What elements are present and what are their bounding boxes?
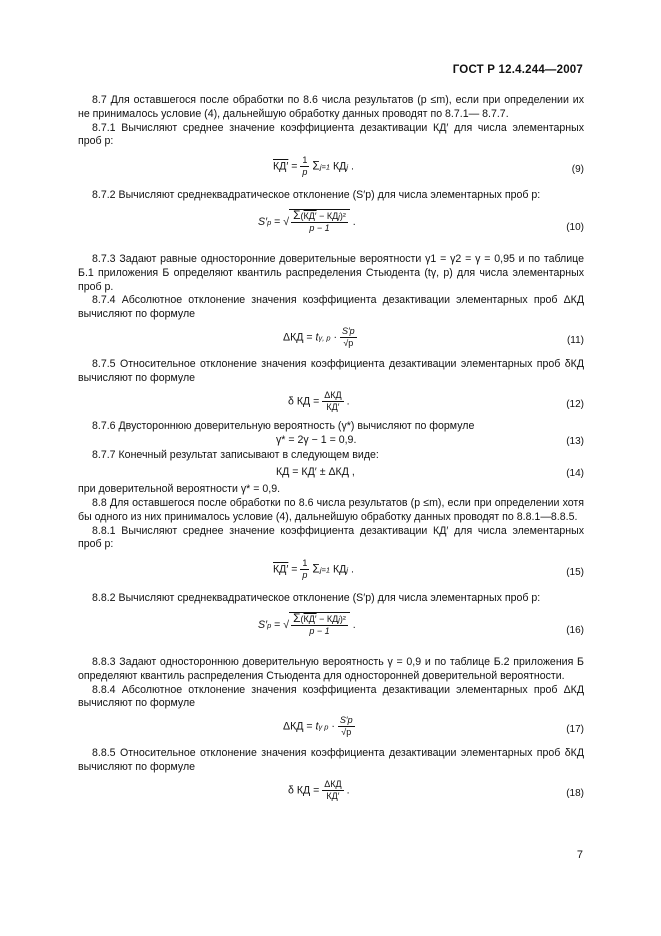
- para-8-8-3: 8.8.3 Задают одностороннюю доверительную вероятность γ = 0,9 и по таблице Б.2 приложения Б определяют квантиль распределения Стьюдента для односторонней доверительной вероятности.: [78, 655, 584, 682]
- equation-18: δ КД = $\frac{\text{ΔКД}}{КД'}$ . (18): [288, 778, 584, 801]
- equation-12: δ КД = $\frac{\text{ΔКД}}{КД'}$ . (12): [288, 389, 584, 412]
- equation-15: КД′ = $\frac{1}{p}$ Σj=1 КДj . (15): [273, 558, 584, 581]
- para-8-8: 8.8 Для оставшегося после обработки по 8.6 числа результатов (p ≤m), если при определении хотя бы одного из них принималось условие (4), дальнейшую обработку данных проводят по 8.8.1—8.8.5.: [78, 496, 584, 523]
- para-8-7-1: 8.7.1 Вычисляют среднее значение коэффициента дезактивации КД′ для числа элементарных проб p:: [78, 121, 584, 148]
- equation-17: ΔКД = tγ p · $\frac{S'p}{√p}$ (17): [283, 715, 584, 738]
- equation-16: S′p = √ $\frac{\text{Σ(КД′ − КДj)²}}{p - 1}$ . (16): [258, 610, 584, 636]
- para-8-7-5: 8.7.5 Относительное отклонение значения коэффициента дезактивации элементарных проб δКД вычисляют по формуле: [78, 357, 584, 384]
- para-8-7-4: 8.7.4 Абсолютное отклонение значения коэффициента дезактивации элементарных проб ΔКД вычисляют по формуле: [78, 294, 584, 321]
- equation-9: КД′ = $\frac{1}{p}$ Σj=1 КДj . (9): [273, 155, 584, 178]
- equation-number: (13): [566, 436, 584, 448]
- page-number: 7: [576, 849, 583, 861]
- para-8-8-4: 8.8.4 Абсолютное отклонение значения коэффициента дезактивации элементарных проб ΔКД вычисляют по формуле: [78, 683, 584, 710]
- para-8-7-6: 8.7.6 Двустороннюю доверительную вероятность (γ*) вычисляют по формуле: [92, 419, 475, 432]
- equation-number: (15): [566, 567, 584, 579]
- para-8-7-2: 8.7.2 Вычисляют среднеквадратическое отклонение (S′p) для числа элементарных проб p:: [92, 189, 541, 202]
- equation-number: (12): [566, 398, 584, 410]
- para-8-7-7-b: при доверительной вероятности γ* = 0,9.: [78, 483, 281, 496]
- equation-11: ΔКД = tγ, p · $\frac{S'p}{√p}$ (11): [283, 325, 584, 348]
- body-text: [78, 94, 584, 809]
- equation-number: (14): [566, 468, 584, 480]
- equation-13: γ* = 2γ − 1 = 0,9. (13): [276, 434, 584, 448]
- para-8-7-3: 8.7.3 Задают равные односторонние доверительные вероятности γ1 = γ2 = γ = 0,95 и по таблице Б.1 приложения Б определяют квантиль распределения Стьюдента (tγ, p) для числа элементарных проб p.: [78, 252, 584, 293]
- para-8-8-5: 8.8.5 Относительное отклонение значения коэффициента дезактивации элементарных проб δКД вычисляют по формуле: [78, 747, 584, 773]
- page-header: ГОСТ Р 12.4.244—2007: [452, 64, 583, 76]
- equation-14: КД = КД′ ± ΔКД , (14): [276, 466, 584, 480]
- equation-number: (10): [566, 221, 584, 233]
- para-8-8-2: 8.8.2 Вычисляют среднеквадратическое отклонение (S′p) для числа элементарных проб p:: [92, 592, 541, 605]
- equation-number: (11): [566, 334, 584, 346]
- para-8-7: 8.7 Для оставшегося после обработки по 8.6 числа результатов (p ≤m), если при определении их не принималось условие (4), дальнейшую обработку данных проводят по 8.7.1— 8.7.7.: [78, 94, 584, 120]
- equation-number: (18): [566, 787, 584, 799]
- equation-number: (17): [566, 724, 584, 736]
- para-8-8-1: 8.8.1 Вычисляют среднее значение коэффициента дезактивации КД′ для числа элементарных проб p:: [78, 524, 584, 551]
- equation-10: S′p = √ $\frac{\text{Σ(КД′ − КДj)²}}{p - 1}$ . (10): [258, 207, 584, 233]
- equation-number: (16): [566, 624, 584, 636]
- equation-number: (9): [571, 164, 584, 176]
- para-8-7-7: 8.7.7 Конечный результат записывают в следующем виде:: [92, 449, 379, 462]
